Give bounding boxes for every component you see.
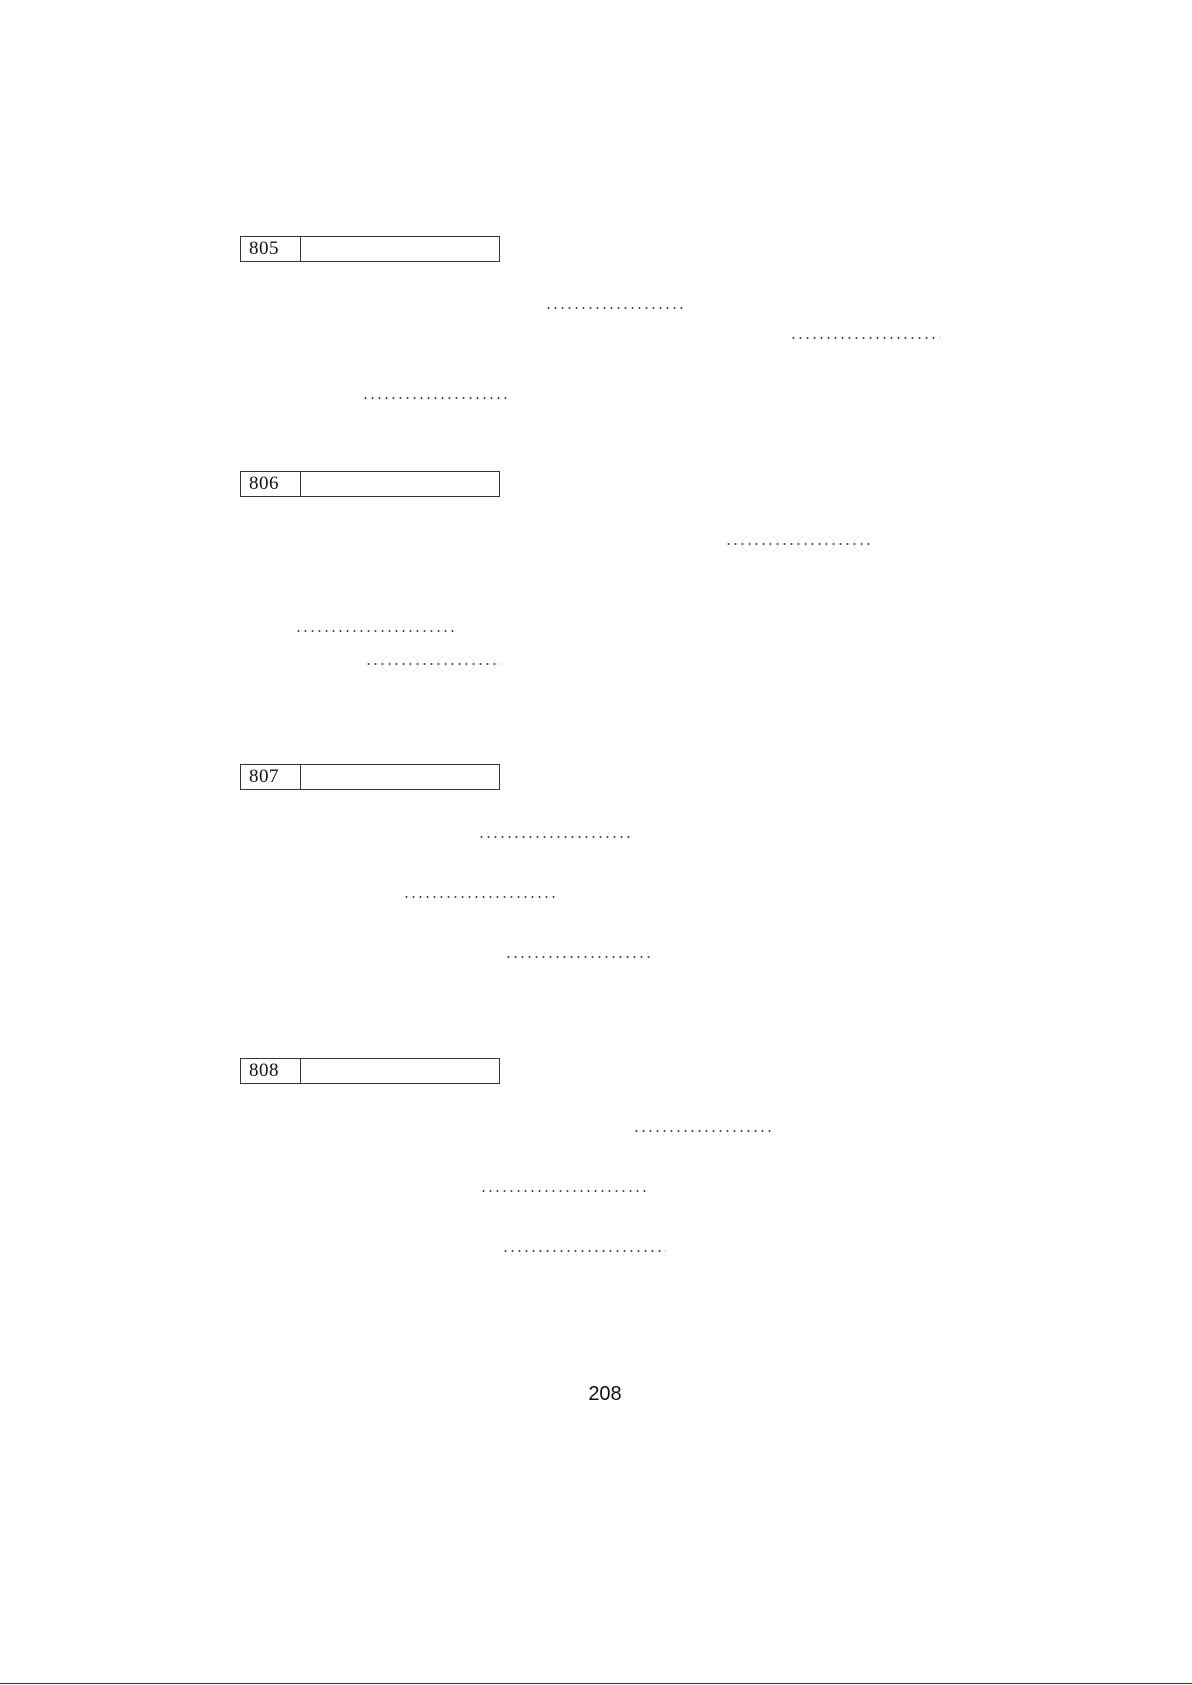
page-number: 208 [588,1383,622,1405]
question-number: 808 [241,1059,301,1083]
answer-blank[interactable] [362,397,507,399]
question-box-806 [240,471,500,497]
answer-blank[interactable] [633,1130,773,1132]
question-box-807 [240,764,500,790]
answer-blank[interactable] [502,1250,666,1252]
bottom-rule [0,1683,1192,1684]
answer-blank[interactable] [365,663,501,665]
answer-blank[interactable] [505,956,651,958]
answer-field[interactable] [301,237,499,261]
answer-blank[interactable] [480,1190,648,1192]
question-number: 805 [241,237,301,261]
question-box-805 [240,236,500,262]
answer-field[interactable] [301,765,499,789]
answer-blank[interactable] [545,307,687,309]
answer-blank[interactable] [725,543,871,545]
question-number: 807 [241,765,301,789]
answer-field[interactable] [301,472,499,496]
answer-blank[interactable] [478,836,630,838]
answer-field[interactable] [301,1059,499,1083]
answer-blank[interactable] [403,896,555,898]
answer-blank[interactable] [295,630,455,632]
question-number: 806 [241,472,301,496]
answer-blank[interactable] [790,337,940,339]
question-box-808 [240,1058,500,1084]
